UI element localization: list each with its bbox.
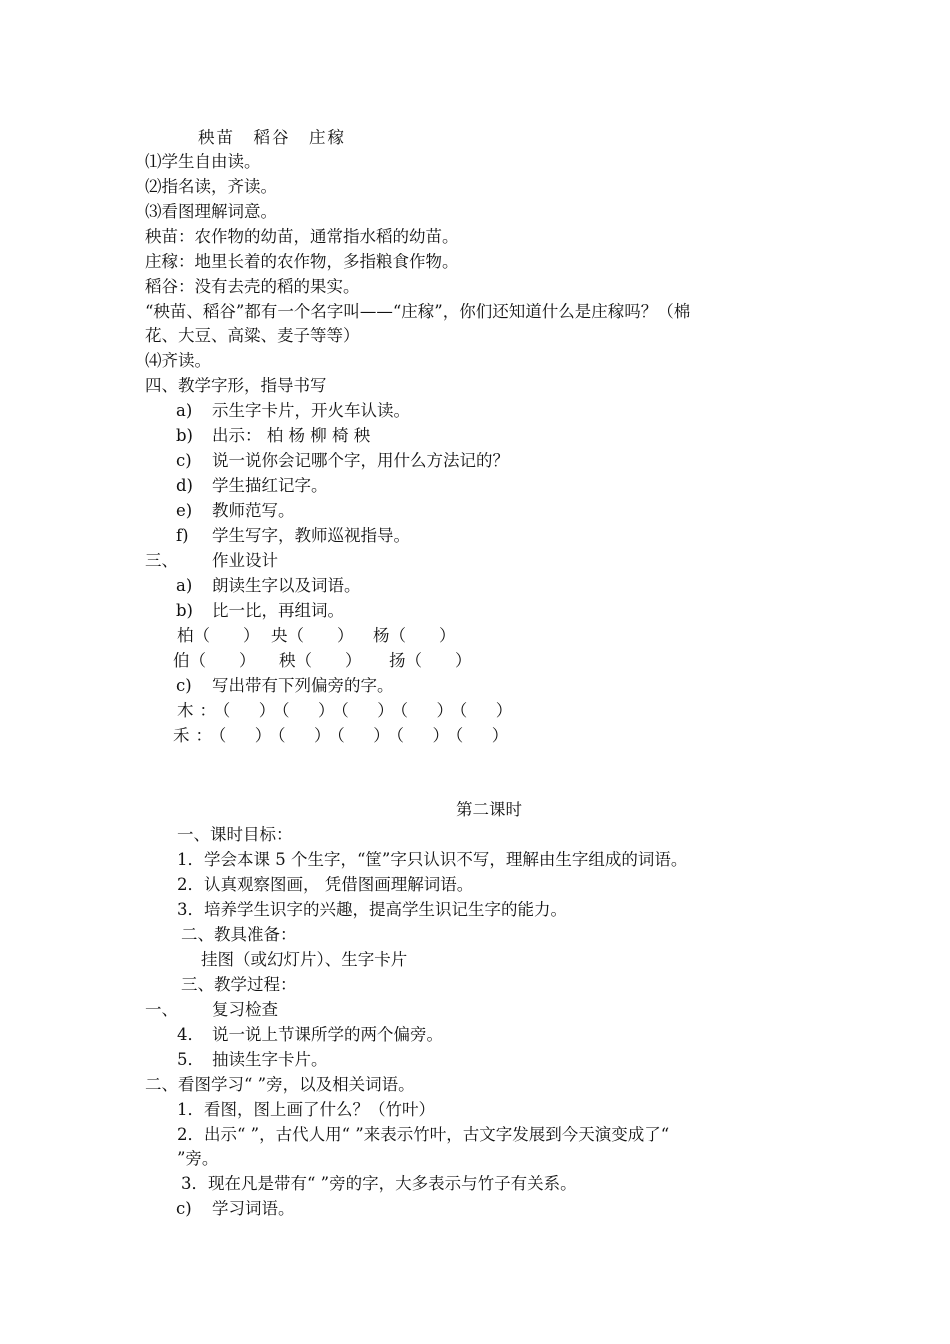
- review-item-5: [177, 1050, 328, 1070]
- objectives-title: 一、课时目标：: [177, 825, 293, 844]
- materials-text: 挂图（或幻灯片）、生字卡片: [201, 950, 408, 969]
- item-text: 说一说上节课所学的两个偏旁。: [212, 1025, 443, 1044]
- homework-item-a: [176, 576, 361, 596]
- step-2: ⑵指名读，齐读。: [145, 177, 277, 196]
- part-2-item-2-line-1: 2．出示“ ”，古代人用“ ”来表示竹叶，古文字发展到今天演变成了“: [177, 1125, 670, 1144]
- compare-cell: 央（ ）: [271, 626, 354, 645]
- section-4-title: 四、教学字形，指导书写: [145, 376, 327, 395]
- compare-cell: 秧（ ）: [279, 651, 362, 670]
- item-text: 出示： 柏 杨 柳 椅 秧: [212, 426, 371, 445]
- item-marker: c): [176, 451, 192, 470]
- item-marker: d): [176, 476, 193, 495]
- question-line-2: 花、大豆、高粱、麦子等等）: [145, 326, 360, 345]
- section-title-text: 作业设计: [212, 551, 278, 570]
- step-3: ⑶看图理解词意。: [145, 202, 277, 221]
- compare-cell: 伯（ ）: [173, 651, 256, 670]
- section-4-item-d: [176, 476, 328, 496]
- words-heading: 秧苗 稻谷 庄稼: [198, 128, 346, 147]
- part-2-item-3: 3．现在凡是带有“ ”旁的字，大多表示与竹子有关系。: [181, 1174, 577, 1193]
- item-text: 示生字卡片，开火车认读。: [212, 401, 410, 420]
- item-marker: c): [176, 676, 192, 695]
- process-title: 三、教学过程：: [181, 975, 297, 994]
- section-4-item-c: [176, 451, 509, 471]
- part-2-item-1: 1．看图，图上画了什么？（竹叶）: [177, 1100, 435, 1119]
- definition-zhuangjia: 庄稼：地里长着的农作物，多指粮食作物。: [145, 252, 459, 271]
- section-4-item-a: [176, 401, 410, 421]
- item-text: 教师范写。: [212, 501, 295, 520]
- homework-item-b: [176, 601, 344, 621]
- step-1: ⑴学生自由读。: [145, 152, 261, 171]
- item-text: 学生写字，教师巡视指导。: [212, 526, 410, 545]
- section-4-item-b: [176, 426, 370, 446]
- section-marker: 一、: [145, 1000, 178, 1019]
- part-2-title: 二、看图学习“ ”旁，以及相关词语。: [145, 1075, 415, 1094]
- part-2-item-c: [176, 1199, 295, 1219]
- definition-yangmiao: 秧苗：农作物的幼苗，通常指水稻的幼苗。: [145, 227, 459, 246]
- section-marker: 三、: [145, 551, 178, 570]
- compare-row-2: [173, 651, 472, 671]
- radical-he-row: 禾：（ ）（ ）（ ）（ ）（ ）: [173, 726, 515, 745]
- section-4-item-e: [176, 501, 295, 521]
- step-4: ⑷齐读。: [145, 351, 211, 370]
- item-marker: b): [176, 601, 193, 620]
- item-marker: a): [176, 401, 193, 420]
- section-4-item-f: [176, 526, 410, 546]
- item-marker: 4．: [177, 1025, 204, 1044]
- lesson-2-title: 第二课时: [456, 800, 522, 819]
- compare-cell: 杨（ ）: [373, 626, 456, 645]
- homework-item-c: [176, 676, 394, 696]
- item-text: 朗读生字以及词语。: [212, 576, 361, 595]
- compare-cell: 柏（ ）: [177, 626, 260, 645]
- item-text: 学生描红记字。: [212, 476, 328, 495]
- review-item-4: [177, 1025, 443, 1045]
- review-title: [145, 1000, 278, 1020]
- definition-daogu: 稻谷：没有去壳的稻的果实。: [145, 277, 360, 296]
- item-text: 比一比，再组词。: [212, 601, 344, 620]
- item-marker: e): [176, 501, 193, 520]
- section-title-text: 复习检查: [212, 1000, 278, 1019]
- item-marker: c): [176, 1199, 192, 1218]
- part-2-item-2-line-2: ”旁。: [177, 1149, 219, 1168]
- compare-row-1: [177, 626, 456, 646]
- item-marker: f): [176, 526, 189, 545]
- objective-3: 3．培养学生识字的兴趣，提高学生识记生字的能力。: [177, 900, 567, 919]
- compare-cell: 扬（ ）: [389, 651, 472, 670]
- item-text: 写出带有下列偏旁的字。: [212, 676, 394, 695]
- item-marker: a): [176, 576, 193, 595]
- objective-2: 2．认真观察图画， 凭借图画理解词语。: [177, 875, 474, 894]
- radical-mu-row: 木：（ ）（ ）（ ）（ ）（ ）: [177, 701, 519, 720]
- item-text: 说一说你会记哪个字，用什么方法记的？: [212, 451, 509, 470]
- objective-1: 1．学会本课 5 个生字，“筐”字只认识不写，理解由生字组成的词语。: [177, 850, 688, 869]
- item-text: 抽读生字卡片。: [212, 1050, 328, 1069]
- section-3-title: [145, 551, 278, 571]
- materials-title: 二、教具准备：: [181, 925, 297, 944]
- item-marker: 5．: [177, 1050, 204, 1069]
- item-text: 学习词语。: [212, 1199, 295, 1218]
- item-marker: b): [176, 426, 193, 445]
- question-line-1: “秧苗、稻谷”都有一个名字叫——“庄稼”，你们还知道什么是庄稼吗？（棉: [145, 302, 691, 321]
